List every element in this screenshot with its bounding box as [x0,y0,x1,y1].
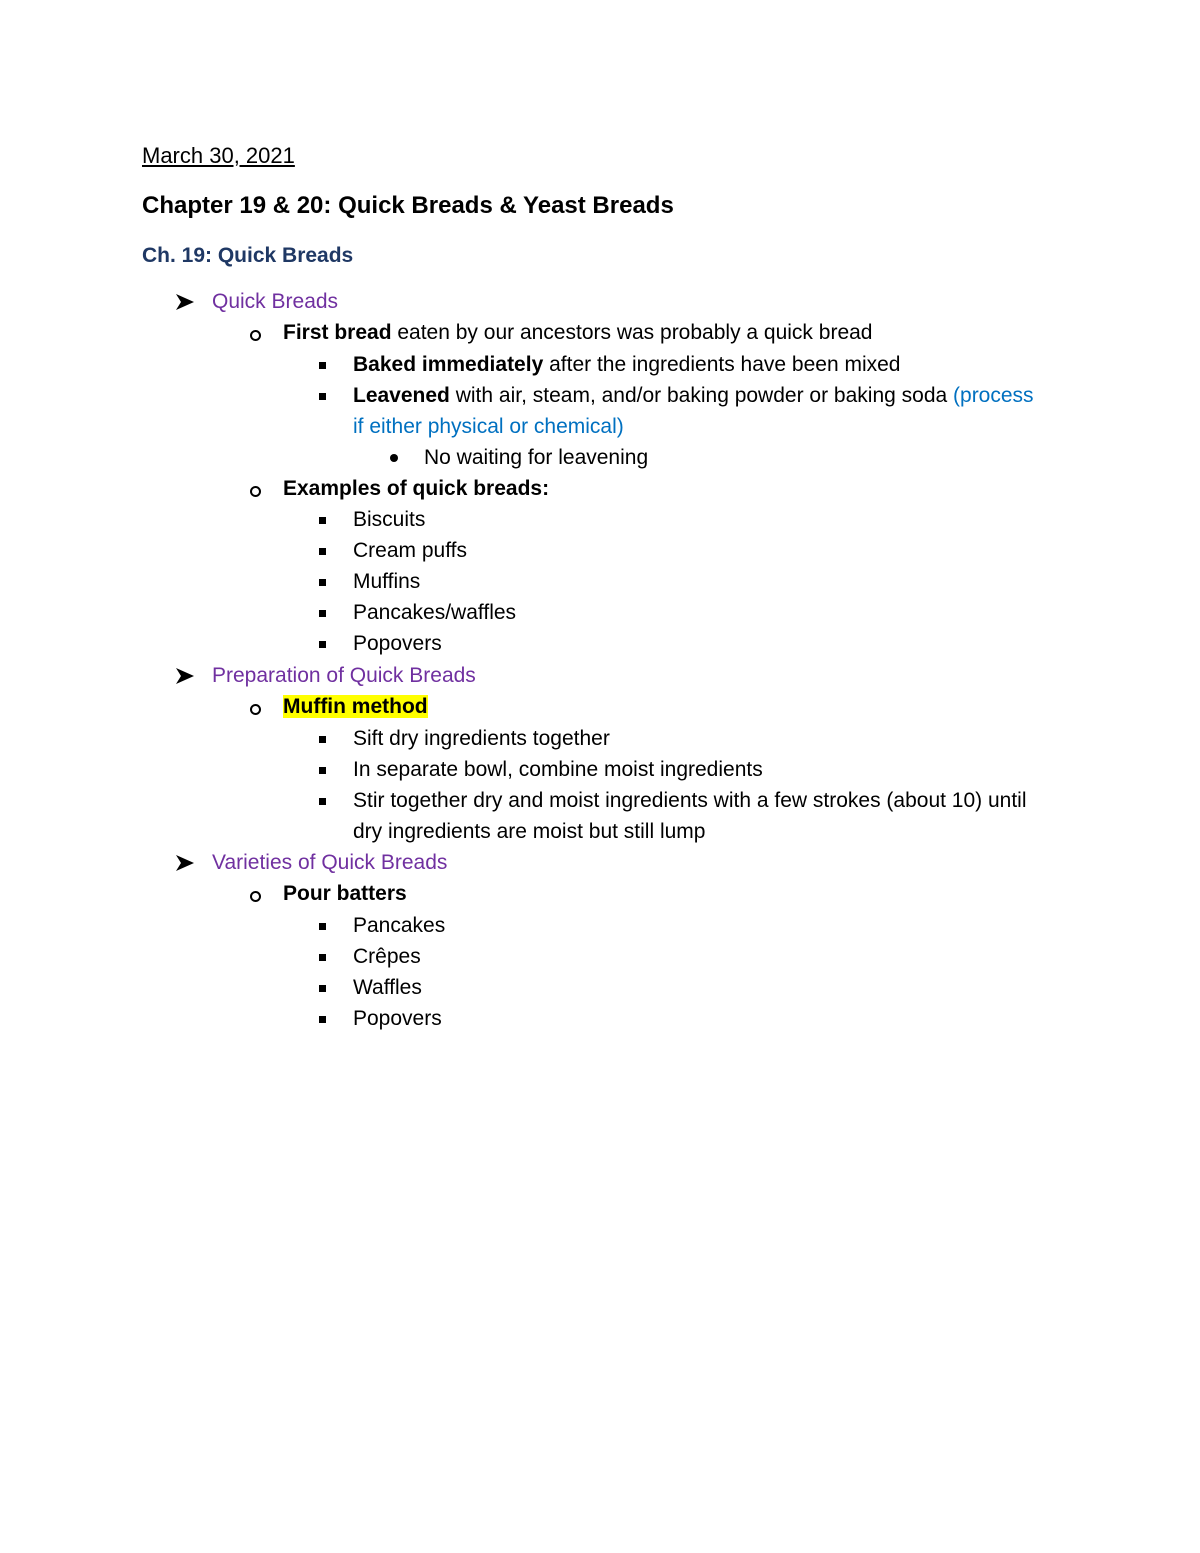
list-item: In separate bowl, combine moist ingredients [353,758,763,781]
list-item: Stir together dry and moist ingredients with a few strokes (about 10) until [353,789,1027,812]
arrow-bullet-icon [175,288,199,316]
list-item: Pancakes/waffles [353,601,517,624]
circle-bullet-icon [248,319,262,347]
square-bullet-icon [318,351,328,379]
blue-note: (process [953,384,1034,407]
square-bullet-icon [318,725,328,753]
square-bullet-icon [318,756,328,784]
list-item: Biscuits [353,508,426,531]
square-bullet-icon [318,599,328,627]
bold-term: First bread [283,321,392,344]
list-item: Crêpes [353,945,421,968]
section-heading-varieties: Varieties of Quick Breads [212,851,448,874]
square-bullet-icon [318,974,328,1002]
list-item: Popovers [353,1007,442,1030]
item-text: with air, steam, and/or baking powder or baking soda [449,384,954,407]
square-bullet-icon [318,1005,328,1033]
square-bullet-icon [318,787,328,815]
list-item: Pancakes [353,914,446,937]
square-bullet-icon [318,568,328,596]
list-item: Sift dry ingredients together [353,727,610,750]
dot-bullet-icon [389,444,399,472]
list-item [353,382,1034,410]
list-item [283,693,428,721]
blue-note-continued: if either physical or chemical) [353,415,624,438]
square-bullet-icon [318,537,328,565]
bold-term: Baked immediately [353,353,544,376]
square-bullet-icon [318,630,328,658]
square-bullet-icon [318,912,328,940]
list-item [353,351,901,379]
examples-label: Examples of quick breads: [283,477,550,500]
square-bullet-icon [318,506,328,534]
list-item: Popovers [353,632,442,655]
list-item-continued: dry ingredients are moist but still lump [353,820,706,843]
arrow-bullet-icon [175,662,199,690]
square-bullet-icon [318,943,328,971]
page-title: Chapter 19 & 20: Quick Breads & Yeast Breads [142,192,674,219]
arrow-bullet-icon [175,849,199,877]
section-heading-quick-breads: Quick Breads [212,290,339,313]
date-heading: March 30, 2021 [142,143,295,168]
item-text: eaten by our ancestors was probably a quick bread [391,321,873,344]
circle-bullet-icon [248,880,262,908]
list-item: No waiting for leavening [424,446,649,469]
list-item: Muffins [353,570,421,593]
square-bullet-icon [318,382,328,410]
list-item: Waffles [353,976,422,999]
list-item: Cream puffs [353,539,467,562]
circle-bullet-icon [248,693,262,721]
item-text: after the ingredients have been mixed [543,353,901,376]
highlighted-text: Muffin method [283,695,428,718]
circle-bullet-icon [248,475,262,503]
list-item [283,319,872,347]
chapter-subheading: Ch. 19: Quick Breads [142,244,354,267]
section-heading-preparation: Preparation of Quick Breads [212,664,476,687]
list-item: Pour batters [283,882,407,905]
bold-term: Leavened [353,384,450,407]
